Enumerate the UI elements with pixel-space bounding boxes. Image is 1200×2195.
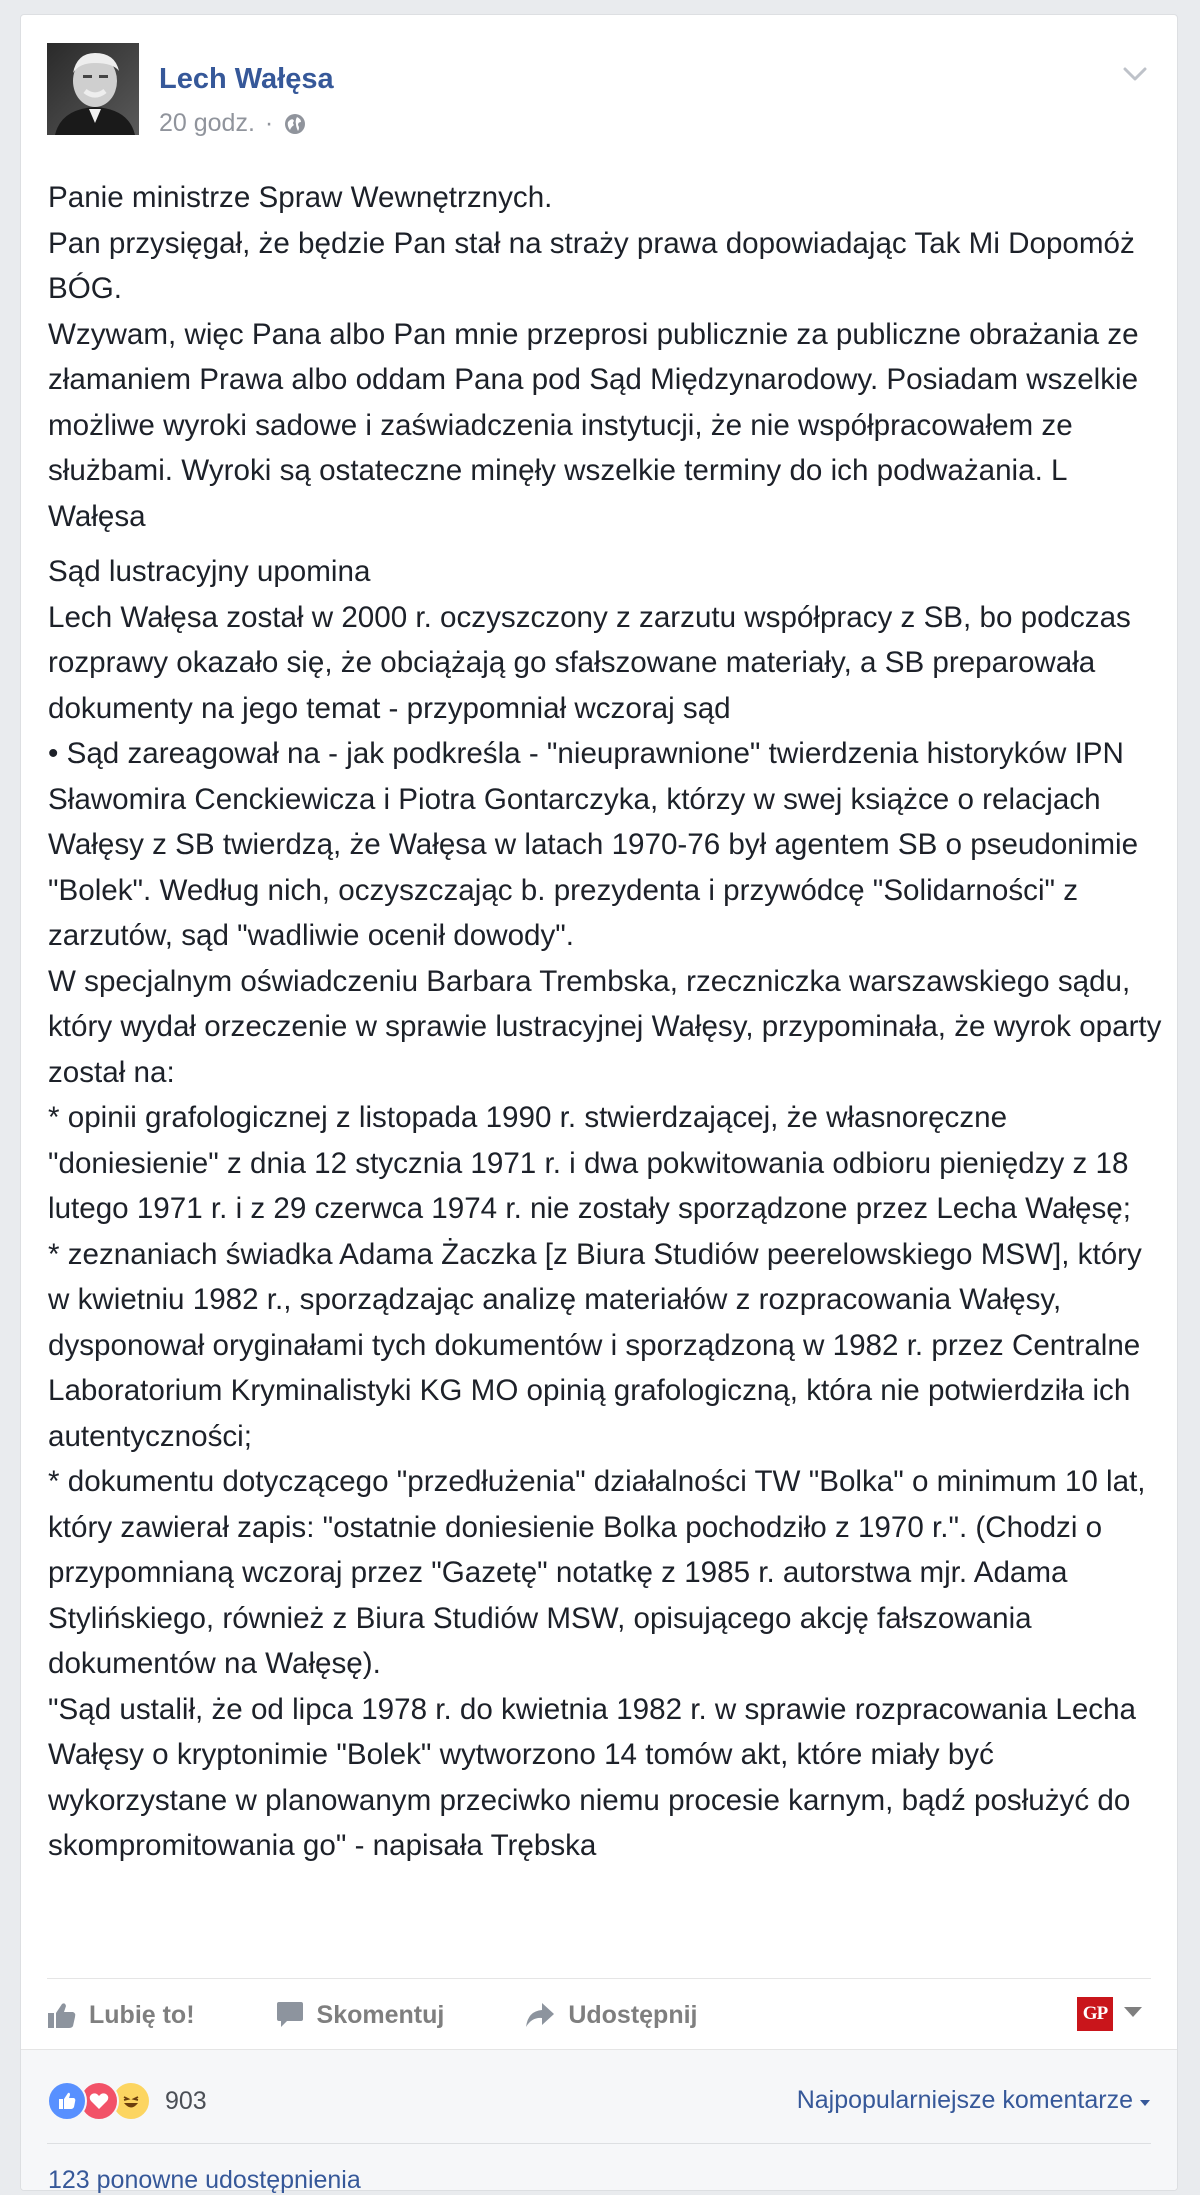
thumbs-up-icon [47, 2001, 77, 2029]
like-reaction-icon [47, 2081, 87, 2121]
actions-divider [47, 1978, 1151, 1979]
action-bar [47, 1985, 1151, 2045]
footer-divider [47, 2143, 1151, 2144]
reactions-row [47, 2080, 1151, 2122]
caret-down-icon [1123, 2005, 1143, 2024]
avatar[interactable] [47, 43, 139, 135]
caret-down-icon [1139, 2086, 1151, 2115]
chevron-down-icon[interactable] [1119, 57, 1151, 89]
share-label: Udostępnij [568, 2000, 698, 2029]
post-paragraph: Panie ministrze Spraw Wewnętrznych. Pan przysięgał, że będzie Pan stał na straży prawa dopowiadając Tak Mi Dopomóż BÓG. Wzywam, więc Pana albo Pan mnie przeprosi publicznie za publiczne obrażania ze złamaniem Prawa albo oddam Pana pod Sąd Międzynarodowy. Posiadam wszelkie możliwe wyroki sadowe i zaświadczenia instytucji, że nie współpracowałem ze służbami. Wyroki są ostateczne minęły wszelkie terminy do ich podważania. L Wałęsa [48, 181, 1139, 533]
post-time[interactable]: 20 godz. [159, 109, 255, 137]
page-logo: GP [1077, 1997, 1113, 2031]
page-selector[interactable] [1077, 1997, 1143, 2031]
post-paragraph: Sąd lustracyjny upomina Lech Wałęsa został w 2000 r. oczyszczony z zarzutu współpracy z SB, bo podczas rozprawy okazało się, że obciążają go sfałszowane materiały, a SB preparowała dokumenty na jego temat - przypomniał wczoraj sąd • Sąd zareagował na - jak podkreśla - "nieuprawnione" twierdzenia historyków IPN Sławomira Cenckiewicza i Piotra Gontarczyka, którzy w swej książce o relacjach Wałęsy z SB twierdzą, że Wałęsa w latach 1970-76 był agentem SB o pseudonimie "Bolek". Według nich, oczyszczając b. prezydenta i przywódcę "Solidarności" z zarzutów, sąd "wadliwie ocenił dowody". W specjalnym oświadczeniu Barbara Trembska, rzeczniczka warszawskiego sądu, który wydał orzeczenie w sprawie lustracyjnej Wałęsy, przypominała, że wyrok oparty został na: * opinii grafologicznej z listopada 1990 r. stwierdzającej, że własnoręczne "doniesienie" z dnia 12 stycznia 1971 r. i dwa pokwitowania odbioru pieniędzy z 18 lutego 1971 r. i z 29 czerwca 1974 r. nie zostały sporządzone przez Lecha Wałęsę; * zeznaniach świadka Adama Żaczka [z Biura Studiów peerelowskiego MSW], który w kwietniu 1982 r., sporządzając analizę materiałów z rozpracowania Wałęsy, dysponował oryginałami tych dokumentów i sporządzoną w 1982 r. przez Centralne Laboratorium Kryminalistyki KG MO opinią grafologiczną, która nie potwierdziła ich autentyczności; * dokumentu dotyczącego "przedłużenia" działalności TW "Bolka" o minimum 10 lat, który zawierał zapis: "ostatnie doniesienie Bolka pochodziło z 1970 r.". (Chodzi o przypomnianą wczoraj przez "Gazetę" notatkę z 1985 r. autorstwa mjr. Adama Stylińskiego, również z Biura Studiów MSW, opisującego akcję fałszowania dokumentów na Wałęsę). "Sąd ustalił, że od lipca 1978 r. do kwietnia 1982 r. w sprawie rozpracowania Lecha Wałęsy o kryptonimie "Bolek" wytworzono 14 tomów akt, które miały być wykorzystane w planowanym przeciwko niemu procesie karnym, bądź posłużyć do skompromitowania go" - napisała Trębska [48, 555, 1162, 1862]
like-button[interactable] [47, 2001, 195, 2030]
post-footer [21, 2049, 1177, 2194]
comment-button[interactable] [275, 2001, 445, 2030]
author-name[interactable]: Lech Wałęsa [159, 63, 334, 95]
post-body [48, 175, 1168, 1879]
comment-sort-dropdown[interactable] [797, 2086, 1151, 2115]
post-header [47, 43, 1151, 143]
globe-icon [283, 112, 307, 136]
post-meta [159, 109, 307, 138]
post-card [20, 14, 1178, 2194]
shares-link[interactable]: 123 ponowne udostępnienia [48, 2166, 361, 2194]
comment-sort-label: Najpopularniejsze komentarze [796, 2086, 1133, 2114]
reaction-count[interactable]: 903 [165, 2086, 207, 2115]
meta-separator: · [264, 109, 274, 137]
share-button[interactable] [524, 2001, 697, 2030]
comment-label: Skomentuj [316, 2000, 445, 2029]
share-arrow-icon [524, 2001, 556, 2029]
like-label: Lubię to! [89, 2000, 195, 2029]
comment-bubble-icon [275, 2001, 305, 2029]
reaction-icons[interactable] [47, 2081, 143, 2121]
